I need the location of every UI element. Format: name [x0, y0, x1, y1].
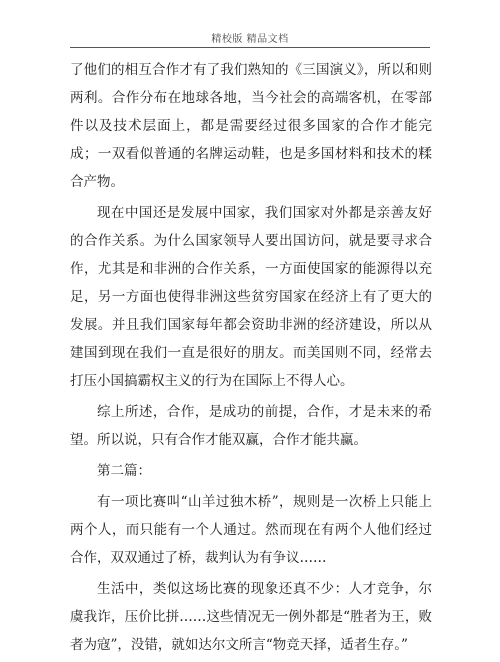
paragraph-continuation: 了他们的相互合作才有了我们熟知的《三国演义》，所以和则两利。合作分布在地球各地，当今社会的高端客机，在零部件以及技术层面上，都是需要经过很多国家的合作才能完成；一双看似普通的名牌运动鞋，也是多国材料和技术的糅合产物。 [70, 62, 432, 190]
paragraph-china-cooperation: 现在中国还是发展中国家，我们国家对外都是亲善友好的合作关系。为什么国家领导人要出国访问，就是要寻求合作，尤其是和非洲的合作关系，一方面使国家的能源得以充足，另一方面也使得非洲这些贫穷国家在经济上有了更大的发展。并且我们国家每年都会资助非洲的经济建设，所以从建国到现在我们一直是很好的朋友。而美国则不同，经常去打压小国搞霸权主义的行为在国际上不得人心。 [70, 205, 432, 389]
header-title: 精校版 精品文档 [211, 34, 289, 45]
page-header [0, 0, 500, 52]
section-heading: 第二篇： [97, 463, 151, 479]
paragraph-conclusion: 综上所述，合作，是成功的前提，合作，才是未来的希望。所以说，只有合作才能双赢，合作才能共赢。 [70, 404, 432, 448]
paragraph-competition: 生活中，类似这场比赛的现象还真不少：人才竞争，尔虞我诈，压价比拼……这些情况无一例外都是“胜者为王，败者为寇”，没错，就如达尔文所言“物竞天择，适者生存。” [70, 581, 432, 653]
paragraph-goat-bridge: 有一项比赛叫“山羊过独木桥”，规则是一次桥上只能上两个人，而只能有一个人通过。然而现在有两个人他们经过合作，双双通过了桥，裁判认为有争议…… [70, 494, 432, 566]
document-body [70, 56, 432, 662]
header-divider [70, 47, 430, 48]
